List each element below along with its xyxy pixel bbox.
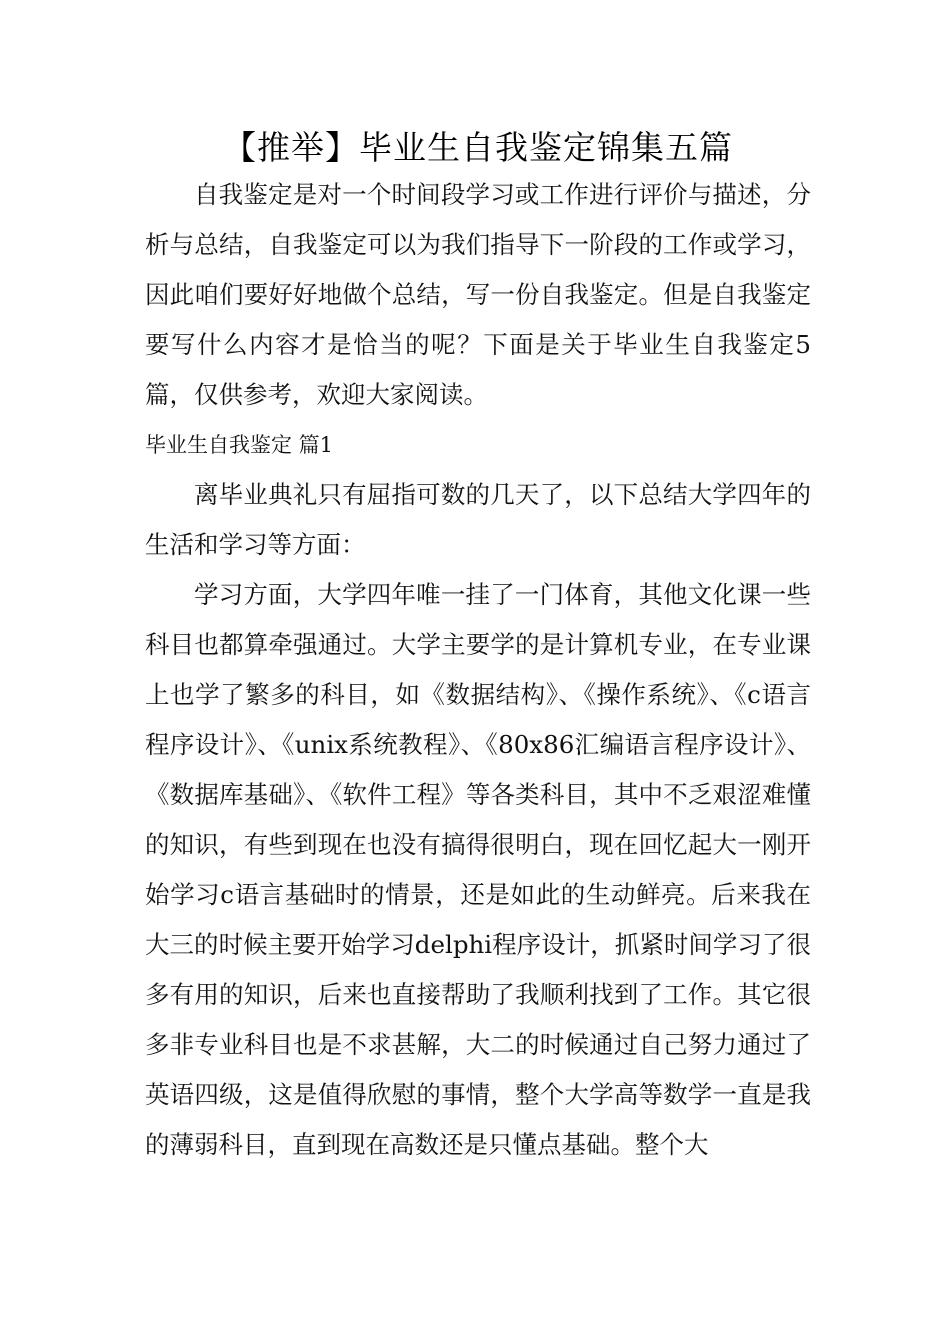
section-heading: 毕业生自我鉴定 篇1 xyxy=(145,433,334,457)
intro-paragraph: 自我鉴定是对一个时间段学习或工作进行评价与描述，分析与总结，自我鉴定可以为我们指导下一阶段的工作或学习，因此咱们要好好地做个总结，写一份自我鉴定。但是自我鉴定要写什么内容才是恰当的呢？下面是关于毕业生自我鉴定5篇，仅供参考，欢迎大家阅读。 xyxy=(145,180,811,409)
body-paragraph-1: 离毕业典礼只有屈指可数的几天了，以下总结大学四年的生活和学习等方面： xyxy=(145,480,811,559)
document-page xyxy=(145,126,811,1170)
document-title: 【推举】毕业生自我鉴定锦集五篇 xyxy=(223,128,733,167)
body-paragraph-2: 学习方面，大学四年唯一挂了一门体育，其他文化课一些科目也都算牵强通过。大学主要学的是计算机专业，在专业课上也学了繁多的科目，如《数据结构》、《操作系统》、《c语言程序设计》、《unix系统教程》、《80x86汇编语言程序设计》、《数据库基础》、《软件工程》等各类科目，其中不乏艰涩难懂的知识，有些到现在也没有搞得很明白，现在回忆起大一刚开始学习c语言基础时的情景，还是如此的生动鲜亮。后来我在大三的时候主要开始学习delphi程序设计，抓紧时间学习了很多有用的知识，后来也直接帮助了我顺利找到了工作。其它很多非专业科目也是不求甚解，大二的时候通过自己努力通过了英语四级，这是值得欣慰的事情，整个大学高等数学一直是我的薄弱科目，直到现在高数还是只懂点基础。整个大 xyxy=(145,580,811,1159)
